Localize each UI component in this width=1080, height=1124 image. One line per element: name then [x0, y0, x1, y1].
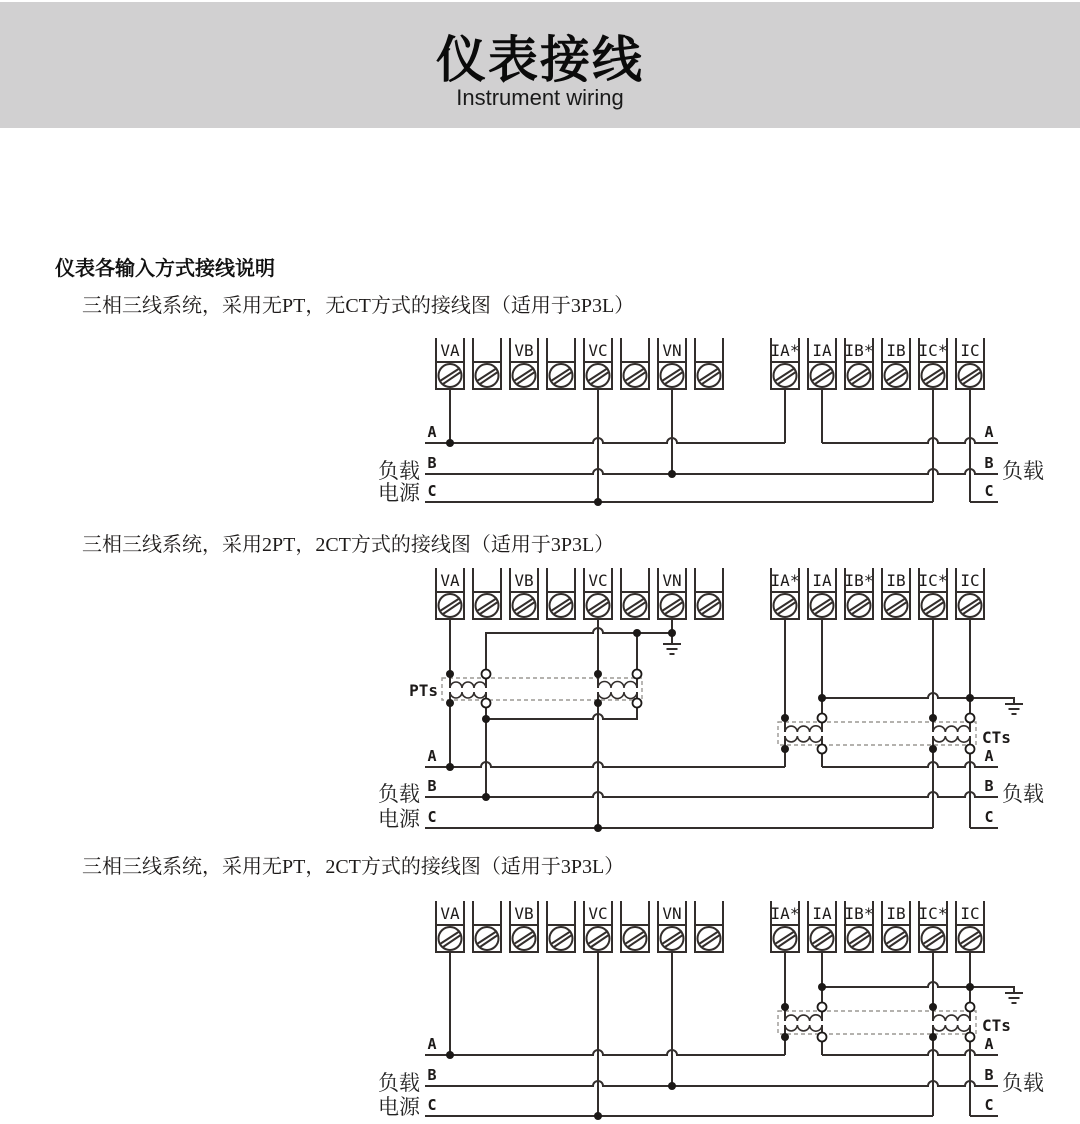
junction-dots — [446, 439, 676, 506]
terminal-label-ic: IC — [960, 571, 980, 590]
terminal-label-ia-star: IA* — [770, 904, 800, 923]
phase-c-label-right: C — [984, 808, 994, 826]
wiring-diagram-2 — [0, 555, 1080, 855]
cts-label: CTs — [982, 1016, 1011, 1035]
ct-windings — [785, 1015, 970, 1031]
load-label-left: 负载 — [378, 783, 420, 806]
phase-b-label-left: B — [427, 777, 437, 795]
terminal-label-va: VA — [440, 341, 460, 360]
phase-b-label-right: B — [984, 454, 994, 472]
terminal-label-va: VA — [440, 571, 460, 590]
wiring-diagram-1 — [0, 330, 1080, 525]
section-heading: 仪表各输入方式接线说明 — [55, 258, 275, 280]
load-label-left: 负载 — [378, 460, 420, 483]
diagram-3-title: 三相三线系统，采用无PT，2CT方式的接线图（适用于3P3L） — [82, 856, 625, 878]
terminal-label-ib-star: IB* — [844, 571, 874, 590]
terminal-label-vn: VN — [662, 571, 682, 590]
phase-a-label-left: A — [427, 1035, 437, 1053]
load-label-right: 负载 — [1002, 1072, 1044, 1095]
phase-c-label-right: C — [984, 482, 994, 500]
transformer-terminals — [482, 670, 975, 754]
terminal-label-va: VA — [440, 904, 460, 923]
transformer-terminals — [818, 1003, 975, 1042]
diagram-1-title: 三相三线系统，采用无PT，无CT方式的接线图（适用于3P3L） — [82, 295, 635, 317]
terminal-label-ia-star: IA* — [770, 571, 800, 590]
phase-a-label-right: A — [984, 1035, 994, 1053]
phase-c-label-left: C — [427, 482, 437, 500]
source-label-left: 电源 — [378, 808, 420, 831]
cts-label: CTs — [982, 728, 1011, 747]
phase-c-label-left: C — [427, 808, 437, 826]
phase-b-label-left: B — [427, 454, 437, 472]
source-label-left: 电源 — [378, 1096, 420, 1119]
phase-a-label-left: A — [427, 747, 437, 765]
junction-dots — [446, 629, 974, 832]
pt-ct-windings — [450, 682, 970, 743]
wires — [425, 620, 1023, 828]
phase-labels — [378, 1016, 1044, 1119]
load-label-right: 负载 — [1002, 783, 1044, 806]
diagram-2-title: 三相三线系统，采用2PT，2CT方式的接线图（适用于3P3L） — [82, 534, 615, 556]
terminal-label-ic-star: IC* — [918, 341, 948, 360]
terminal-label-ib: IB — [886, 904, 906, 923]
terminal-label-ic: IC — [960, 341, 980, 360]
terminal-label-ia: IA — [812, 904, 832, 923]
terminal-label-ib-star: IB* — [844, 904, 874, 923]
terminal-label-ib: IB — [886, 341, 906, 360]
page-title: 仪表接线 — [436, 32, 644, 88]
phase-a-label-right: A — [984, 423, 994, 441]
terminal-label-ic: IC — [960, 904, 980, 923]
ct-box — [778, 722, 976, 745]
terminal-label-ia-star: IA* — [770, 341, 800, 360]
phase-b-label-left: B — [427, 1066, 437, 1084]
phase-c-label-left: C — [427, 1096, 437, 1114]
terminal-label-vb: VB — [514, 571, 534, 590]
header-band — [0, 2, 1080, 128]
phase-b-label-right: B — [984, 1066, 994, 1084]
ct-box — [778, 1011, 976, 1034]
load-label-left: 负载 — [378, 1072, 420, 1095]
terminal-label-ib: IB — [886, 571, 906, 590]
phase-a-label-left: A — [427, 423, 437, 441]
phase-a-label-right: A — [984, 747, 994, 765]
terminal-label-vb: VB — [514, 904, 534, 923]
terminal-label-vn: VN — [662, 904, 682, 923]
junction-dots — [446, 983, 974, 1120]
terminal-label-vn: VN — [662, 341, 682, 360]
phase-labels — [378, 423, 1044, 505]
load-label-right: 负载 — [1002, 460, 1044, 483]
terminal-label-ic-star: IC* — [918, 571, 948, 590]
terminal-label-vc: VC — [588, 341, 608, 360]
page-subtitle: Instrument wiring — [456, 85, 624, 110]
wiring-diagram-3 — [0, 895, 1080, 1124]
pts-label: PTs — [409, 681, 438, 700]
wires — [425, 390, 998, 502]
terminal-label-vc: VC — [588, 571, 608, 590]
phase-c-label-right: C — [984, 1096, 994, 1114]
terminal-label-ic-star: IC* — [918, 904, 948, 923]
terminal-label-vb: VB — [514, 341, 534, 360]
terminal-labels — [440, 341, 979, 360]
phase-b-label-right: B — [984, 777, 994, 795]
source-label-left: 电源 — [378, 482, 420, 505]
terminal-label-ia: IA — [812, 571, 832, 590]
terminal-labels — [440, 904, 979, 923]
terminal-labels — [440, 571, 979, 590]
terminal-label-vc: VC — [588, 904, 608, 923]
terminal-label-ia: IA — [812, 341, 832, 360]
terminal-label-ib-star: IB* — [844, 341, 874, 360]
phase-labels — [378, 681, 1044, 831]
